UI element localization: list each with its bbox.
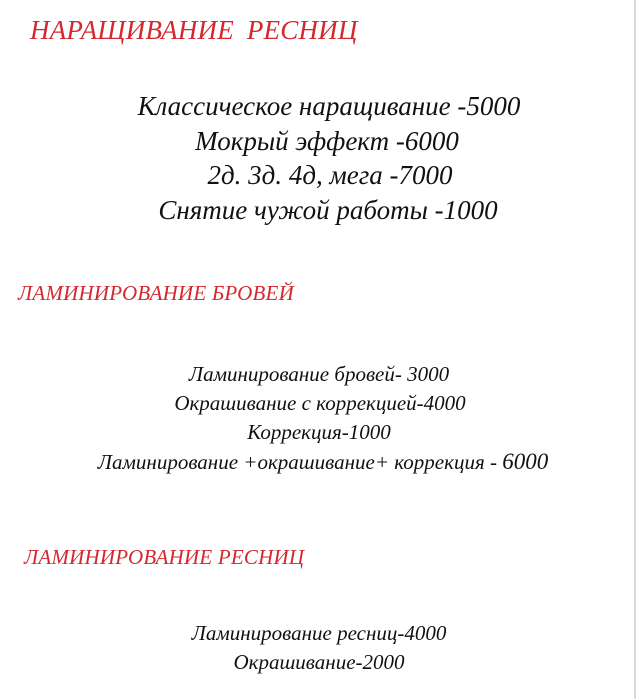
price-item: Снятие чужой работы -1000 [158,194,498,225]
price-item: Ламинирование бровей- 3000 [188,362,450,386]
price-item-label: Ламинирование +окрашивание+ коррекция - [97,450,503,474]
lash-lamination-price-list [0,619,636,676]
eyelash-extension-price-list [0,89,636,227]
price-item [5,447,636,477]
price-item: Коррекция-1000 [247,420,391,444]
section-title-eyelash-extension: НАРАЩИВАНИЕ РЕСНИЦ [30,15,358,45]
price-item: Окрашивание с коррекцией-4000 [174,391,466,415]
section-title-lash-lamination: ЛАМИНИРОВАНИЕ РЕСНИЦ [24,545,305,569]
price-item: Окрашивание-2000 [233,649,405,674]
section-title-brow-lamination: ЛАМИНИРОВАНИЕ БРОВЕЙ [18,281,294,305]
price-item: 2д. 3д. 4д, мега -7000 [207,160,453,190]
price-value: 6000 [502,449,549,474]
price-item: Ламинирование ресниц-4000 [191,621,447,645]
brow-lamination-price-list [0,360,636,477]
price-item: Мокрый эффект -6000 [195,125,459,156]
price-item: Классическое наращивание -5000 [137,91,521,121]
